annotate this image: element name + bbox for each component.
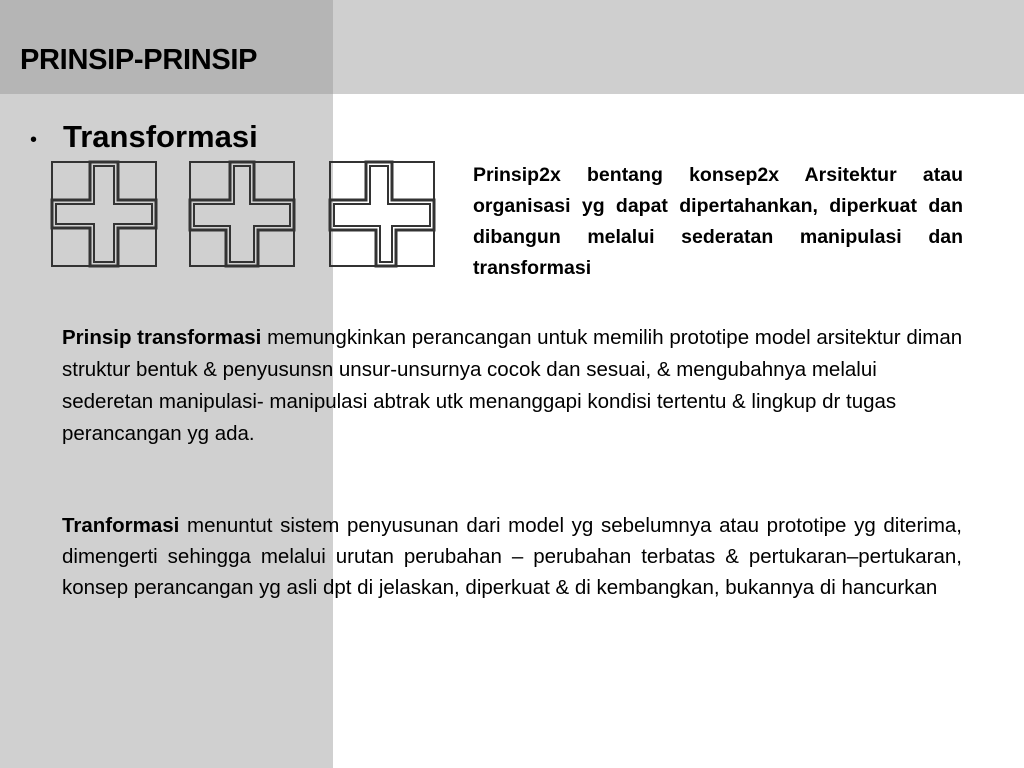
slide-title: PRINSIP-PRINSIP — [20, 44, 258, 76]
cross-diagram-2 — [186, 158, 298, 270]
cross-diagram-3 — [326, 158, 438, 270]
paragraph-prinsip-transformasi — [62, 322, 972, 450]
paragraph-body: menuntut sistem penyusunan dari model yg sebelumnya atau prototipe yg diterima, dimengerti sehingga melalui urutan perubahan – perubahan terbatas & pertukaran–pertukaran, konsep perancangan yg asli dpt di jelaskan, diperkuat & di kembangkan, bukannya di hancurkan — [62, 514, 962, 599]
paragraph-lead: Prinsip transformasi — [62, 326, 262, 349]
cross-diagram-1 — [48, 158, 160, 270]
paragraph-tranformasi — [62, 510, 962, 603]
bullet-dot: • — [30, 129, 38, 151]
intro-text: Prinsip2x bentang konsep2x Arsitektur atau organisasi yg dapat dipertahankan, diperkuat dan dibangun melalui sederatan manipulasi dan transformasi — [473, 164, 963, 279]
paragraph-lead: Tranformasi — [62, 514, 180, 537]
paragraph-body: memungkinkan perancangan untuk memilih prototipe model arsitektur diman struktur bentuk & penyusunsn unsur-unsurnya cocok dan sesuai, & mengubahnya melalui sederetan manipulasi- manipulasi abtrak utk menanggapi kondisi tertentu & lingkup dr tugas perancangan yg ada. — [62, 326, 963, 445]
bullet-heading-transformasi: Transformasi — [63, 119, 258, 154]
